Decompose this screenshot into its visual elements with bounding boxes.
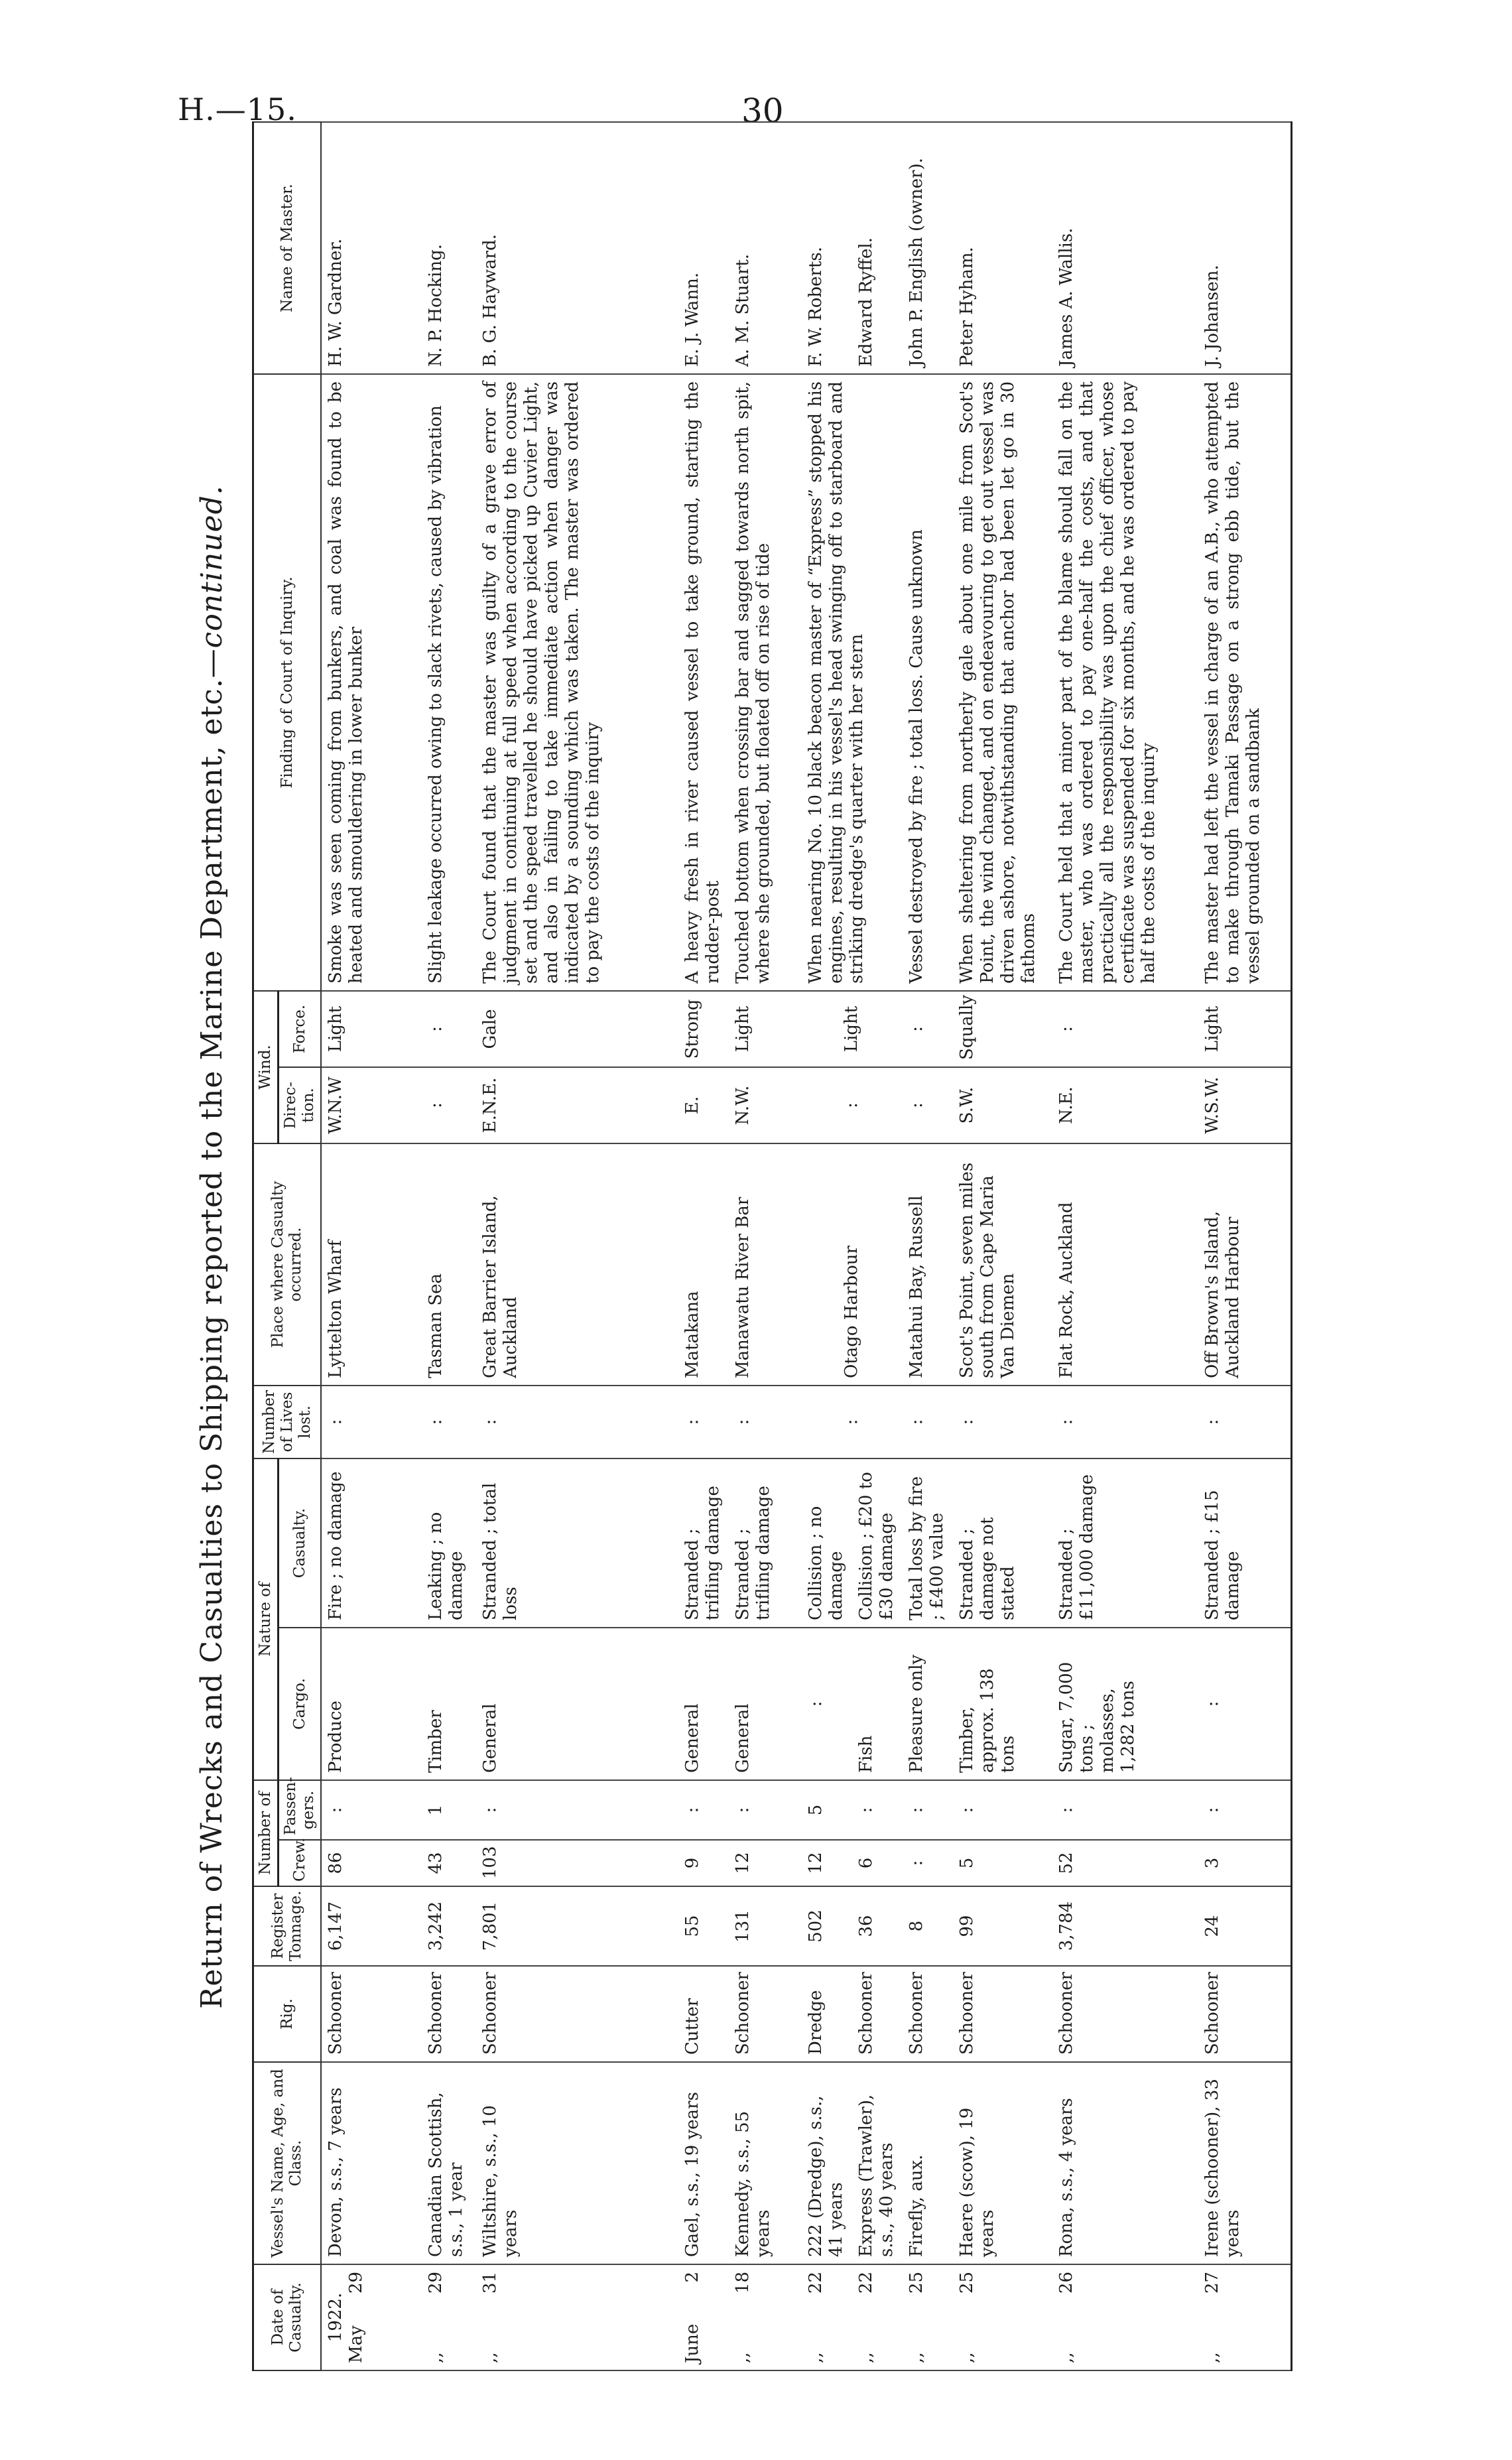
cargo-cell: Sugar, 7,000 tons ; molasses, 1,282 tons <box>1052 1628 1198 1780</box>
table-row <box>903 122 953 2370</box>
header-lives: Number of Lives lost. <box>253 1386 322 1458</box>
wind-force-cell: Squally <box>953 991 1052 1067</box>
rig-cell: Cutter <box>678 1966 729 2062</box>
date-cell <box>678 2264 729 2370</box>
place-cell: Scot's Point, seven miles south from Cape Maria Van Diemen <box>953 1143 1052 1386</box>
month-cell: ,, <box>856 2352 876 2363</box>
table-row <box>1052 122 1198 2370</box>
place-cell: Great Barrier Island, Auckland <box>476 1143 678 1386</box>
crew-cell: : <box>903 1840 953 1886</box>
casualty-cell: Collision ; no damage <box>802 1458 852 1628</box>
month-cell: ,, <box>1202 2352 1222 2363</box>
day-cell: 26 <box>1056 2272 1076 2294</box>
date-cell <box>729 2264 802 2370</box>
casualty-cell: Stranded ; £15 damage <box>1198 1458 1291 1628</box>
crew-cell: 43 <box>422 1840 476 1886</box>
casualty-cell: Stranded ; trifling damage <box>729 1458 802 1628</box>
passengers-cell: : <box>1052 1780 1198 1840</box>
year-label: 1922. <box>326 2292 346 2343</box>
tonnage-cell: 3,784 <box>1052 1886 1198 1966</box>
vessel-cell: Kennedy, s.s., 55 years <box>729 2062 802 2264</box>
cargo-cell: Produce <box>321 1628 422 1780</box>
tonnage-cell: 7,801 <box>476 1886 678 1966</box>
crew-cell: 9 <box>678 1840 729 1886</box>
header-wind: Wind. <box>253 991 279 1143</box>
casualty-cell: Stranded ; total loss <box>476 1458 678 1628</box>
wind-force-cell: Strong <box>678 991 729 1067</box>
finding-cell: A heavy fresh in river caused vessel to take ground, starting the rudder-post <box>678 374 729 991</box>
day-cell: 22 <box>806 2272 826 2294</box>
header-force: Force. <box>279 991 322 1067</box>
date-cell <box>802 2264 852 2370</box>
tonnage-cell: 131 <box>729 1886 802 1966</box>
rig-cell: Schooner <box>422 1966 476 2062</box>
wind-direction-cell: W.N.W <box>321 1067 422 1143</box>
cargo-cell: Pleasure only <box>903 1628 953 1780</box>
finding-cell: The Court found that the master was guilty of a grave error of judgment in continuing at full speed when according to the course set and the speed travelled he should have picked up Cuvier Light, and also in failing to take immediate action when danger was indicated by a sounding which was taken. The master was ordered to pay the costs of the inquiry <box>476 374 678 991</box>
casualty-cell: Leaking ; no damage <box>422 1458 476 1628</box>
rig-cell: Schooner <box>953 1966 1052 2062</box>
place-cell: Manawatu River Bar <box>729 1143 802 1386</box>
month-cell: ,, <box>426 2352 446 2363</box>
crew-cell: 103 <box>476 1840 678 1886</box>
finding-cell: Vessel destroyed by fire ; total loss. Cause unknown <box>903 374 953 991</box>
wind-force-cell: Light <box>321 991 422 1067</box>
vessel-cell: 222 (Dredge), s.s., 41 years <box>802 2062 852 2264</box>
header-row-top <box>253 122 279 2370</box>
month-cell: ,, <box>733 2352 753 2363</box>
day-cell: 31 <box>480 2272 500 2294</box>
wind-direction-cell: W.S.W. <box>1198 1067 1291 1143</box>
tonnage-cell: 99 <box>953 1886 1052 1966</box>
day-cell: 18 <box>733 2272 753 2294</box>
master-cell: N. P. Hocking. <box>422 122 476 374</box>
wind-force-cell: Gale <box>476 991 678 1067</box>
header-cargo: Cargo. <box>279 1628 322 1780</box>
wind-direction-cell: E. <box>678 1067 729 1143</box>
day-cell: 25 <box>957 2272 977 2294</box>
tonnage-cell: 502 <box>802 1886 852 1966</box>
wind-direction-cell: : <box>802 1067 903 1143</box>
month-cell: ,, <box>480 2352 500 2363</box>
passengers-cell: 5 <box>802 1780 852 1840</box>
table-row <box>321 122 422 2370</box>
vessel-cell: Devon, s.s., 7 years <box>321 2062 422 2264</box>
wind-direction-cell: S.W. <box>953 1067 1052 1143</box>
lives-cell: : <box>1198 1386 1291 1458</box>
cargo-cell: : <box>1198 1628 1291 1780</box>
wind-direction-cell: : <box>422 1067 476 1143</box>
table-row <box>802 122 852 2370</box>
rig-cell: Schooner <box>476 1966 678 2062</box>
master-cell: John P. English (owner). <box>903 122 953 374</box>
page-number: 30 <box>741 92 784 130</box>
lives-cell: : <box>903 1386 953 1458</box>
crew-cell: 12 <box>729 1840 802 1886</box>
rig-cell: Schooner <box>903 1966 953 2062</box>
finding-cell: When nearing No. 10 black beacon master of “Express” stopped his engines, resulting in his vessel's head swinging off to starboard and striking dredge's quarter with her stern <box>802 374 903 991</box>
rig-cell: Schooner <box>1052 1966 1198 2062</box>
wind-direction-cell: N.W. <box>729 1067 802 1143</box>
header-crew: Crew. <box>279 1840 322 1886</box>
month-cell: May <box>346 2325 366 2363</box>
passengers-cell: : <box>953 1780 1052 1840</box>
finding-cell: Touched bottom when crossing bar and sagged towards north spit, where she grounded, but floated off on rise of tide <box>729 374 802 991</box>
place-cell: Off Brown's Island, Auckland Harbour <box>1198 1143 1291 1386</box>
header-finding: Finding of Court of Inquiry. <box>253 374 322 991</box>
place-cell: Flat Rock, Auckland <box>1052 1143 1198 1386</box>
wind-force-cell: Light <box>729 991 802 1067</box>
master-cell: F. W. Roberts. <box>802 122 852 374</box>
day-cell: 27 <box>1202 2272 1222 2294</box>
table-title <box>176 123 249 2371</box>
cargo-cell: Fish <box>852 1628 903 1780</box>
vessel-cell: Firefly, aux. <box>903 2062 953 2264</box>
tonnage-cell: 24 <box>1198 1886 1291 1966</box>
rig-cell: Schooner <box>729 1966 802 2062</box>
cargo-cell: Timber, approx. 138 tons <box>953 1628 1052 1780</box>
master-cell: H. W. Gardner. <box>321 122 422 374</box>
lives-cell: : <box>476 1386 678 1458</box>
wind-force-cell: : <box>1052 991 1198 1067</box>
place-cell: Matahui Bay, Russell <box>903 1143 953 1386</box>
vessel-cell: Haere (scow), 19 years <box>953 2062 1052 2264</box>
cargo-cell: General <box>678 1628 729 1780</box>
month-cell: ,, <box>907 2352 926 2363</box>
day-cell: 29 <box>346 2272 366 2294</box>
place-cell: Tasman Sea <box>422 1143 476 1386</box>
casualty-return-table <box>252 121 1292 2371</box>
rig-cell: Schooner <box>852 1966 903 2062</box>
lives-cell: : <box>729 1386 802 1458</box>
rig-cell: Schooner <box>321 1966 422 2062</box>
month-cell: ,, <box>806 2352 826 2363</box>
table-row <box>422 122 476 2370</box>
place-cell: Lyttelton Wharf <box>321 1143 422 1386</box>
header-number-of: Number of <box>253 1780 279 1886</box>
day-cell: 22 <box>856 2272 876 2294</box>
master-cell: Peter Hyham. <box>953 122 1052 374</box>
finding-cell: Slight leakage occurred owing to slack rivets, caused by vibration <box>422 374 476 991</box>
month-cell: ,, <box>1056 2352 1076 2363</box>
day-cell: 25 <box>907 2272 926 2294</box>
casualty-cell: Stranded ; trifling damage <box>678 1458 729 1628</box>
vessel-cell: Express (Trawler), s.s., 40 years <box>852 2062 903 2264</box>
table-row <box>476 122 678 2370</box>
date-cell <box>321 2264 422 2370</box>
lives-cell: : <box>953 1386 1052 1458</box>
rig-cell: Dredge <box>802 1966 852 2062</box>
master-cell: E. J. Wann. <box>678 122 729 374</box>
header-direction: Direc-tion. <box>279 1067 322 1143</box>
header-master: Name of Master. <box>253 122 322 374</box>
month-cell: June <box>682 2323 702 2363</box>
date-cell <box>953 2264 1052 2370</box>
place-cell: Otago Harbour <box>802 1143 903 1386</box>
master-cell: J. Johansen. <box>1198 122 1291 374</box>
lives-cell: : <box>802 1386 903 1458</box>
date-cell <box>1052 2264 1198 2370</box>
casualty-cell: Total loss by fire ; £400 value <box>903 1458 953 1628</box>
crew-cell: 52 <box>1052 1840 1198 1886</box>
passengers-cell: 1 <box>422 1780 476 1840</box>
tonnage-cell: 36 <box>852 1886 903 1966</box>
rig-cell: Schooner <box>1198 1966 1291 2062</box>
crew-cell: 3 <box>1198 1840 1291 1886</box>
crew-cell: 6 <box>852 1840 903 1886</box>
wind-direction-cell: : <box>903 1067 953 1143</box>
header-passengers: Passen-gers. <box>279 1780 322 1840</box>
date-cell <box>476 2264 678 2370</box>
header-nature-of: Nature of <box>253 1458 279 1780</box>
wind-direction-cell: N.E. <box>1052 1067 1198 1143</box>
table-title-main: Return of Wrecks and Casualties to Shipping reported to the Marine Department, etc.— <box>195 648 229 2009</box>
passengers-cell: : <box>1198 1780 1291 1840</box>
vessel-cell: Rona, s.s., 4 years <box>1052 2062 1198 2264</box>
day-cell: 29 <box>426 2272 446 2294</box>
wind-force-cell: : <box>422 991 476 1067</box>
wind-force-cell: Light <box>802 991 903 1067</box>
lives-cell: : <box>321 1386 422 1458</box>
casualty-cell: Collision ; £20 to £30 damage <box>852 1458 903 1628</box>
cargo-cell: General <box>476 1628 678 1780</box>
header-vessel: Vessel's Name, Age, and Class. <box>253 2062 322 2264</box>
header-date: Date of Casualty. <box>253 2264 322 2370</box>
casualty-cell: Stranded ; £11,000 damage <box>1052 1458 1198 1628</box>
header-place: Place where Casualty occurred. <box>253 1143 322 1386</box>
vessel-cell: Irene (schooner), 33 years <box>1198 2062 1291 2264</box>
wind-force-cell: Light <box>1198 991 1291 1067</box>
vessel-cell: Wiltshire, s.s., 10 years <box>476 2062 678 2264</box>
passengers-cell: : <box>852 1780 903 1840</box>
cargo-cell: General <box>729 1628 802 1780</box>
passengers-cell: : <box>729 1780 802 1840</box>
day-cell: 2 <box>682 2272 702 2283</box>
finding-cell: When sheltering from northerly gale about one mile from Scot's Point, the wind changed, and on endeavouring to get out vessel was driven ashore, notwithstanding that anchor had been let go in 30 fathoms <box>953 374 1052 991</box>
cargo-cell: : <box>802 1628 852 1780</box>
tonnage-cell: 8 <box>903 1886 953 1966</box>
passengers-cell: : <box>476 1780 678 1840</box>
month-cell: ,, <box>957 2352 977 2363</box>
header-rig: Rig. <box>253 1966 322 2062</box>
wind-direction-cell: E.N.E. <box>476 1067 678 1143</box>
finding-cell: Smoke was seen coming from bunkers, and coal was found to be heated and smouldering in lower bunker <box>321 374 422 991</box>
header-casualty: Casualty. <box>279 1458 322 1628</box>
header-tonnage: Register Tonnage. <box>253 1886 322 1966</box>
table-title-continued: continued. <box>195 485 229 649</box>
rotated-return-table <box>176 123 1303 2371</box>
cargo-cell: Timber <box>422 1628 476 1780</box>
vessel-cell: Gael, s.s., 19 years <box>678 2062 729 2264</box>
master-cell: A. M. Stuart. <box>729 122 802 374</box>
date-cell <box>852 2264 903 2370</box>
crew-cell: 86 <box>321 1840 422 1886</box>
wind-force-cell: : <box>903 991 953 1067</box>
passengers-cell: : <box>903 1780 953 1840</box>
table-row <box>953 122 1052 2370</box>
date-cell <box>422 2264 476 2370</box>
casualty-cell: Stranded ; damage not stated <box>953 1458 1052 1628</box>
crew-cell: 12 <box>802 1840 852 1886</box>
report-reference: H.—15. <box>178 92 297 127</box>
table-row <box>678 122 729 2370</box>
vessel-cell: Canadian Scottish, s.s., 1 year <box>422 2062 476 2264</box>
lives-cell: : <box>678 1386 729 1458</box>
master-cell: James A. Wallis. <box>1052 122 1198 374</box>
tonnage-cell: 55 <box>678 1886 729 1966</box>
finding-cell: The Court held that a minor part of the blame should fall on the master, who was ordered to pay one-half the costs, and that practically all the responsibility was upon the chief officer, whose certificate was suspended for six months, and he was ordered to pay half the costs of the inquiry <box>1052 374 1198 991</box>
passengers-cell: : <box>678 1780 729 1840</box>
passengers-cell: : <box>321 1780 422 1840</box>
master-cell: Edward Ryffel. <box>852 122 903 374</box>
casualty-cell: Fire ; no damage <box>321 1458 422 1628</box>
master-cell: B. G. Hayward. <box>476 122 678 374</box>
tonnage-cell: 6,147 <box>321 1886 422 1966</box>
lives-cell: : <box>422 1386 476 1458</box>
date-cell <box>1198 2264 1291 2370</box>
lives-cell: : <box>1052 1386 1198 1458</box>
tonnage-cell: 3,242 <box>422 1886 476 1966</box>
crew-cell: 5 <box>953 1840 1052 1886</box>
finding-cell: The master had left the vessel in charge of an A.B., who attempted to make through Tamaki Passage on a strong ebb tide, but the vessel grounded on a sandbank <box>1198 374 1291 991</box>
table-row <box>729 122 802 2370</box>
place-cell: Matakana <box>678 1143 729 1386</box>
date-cell <box>903 2264 953 2370</box>
table-row <box>1198 122 1291 2370</box>
